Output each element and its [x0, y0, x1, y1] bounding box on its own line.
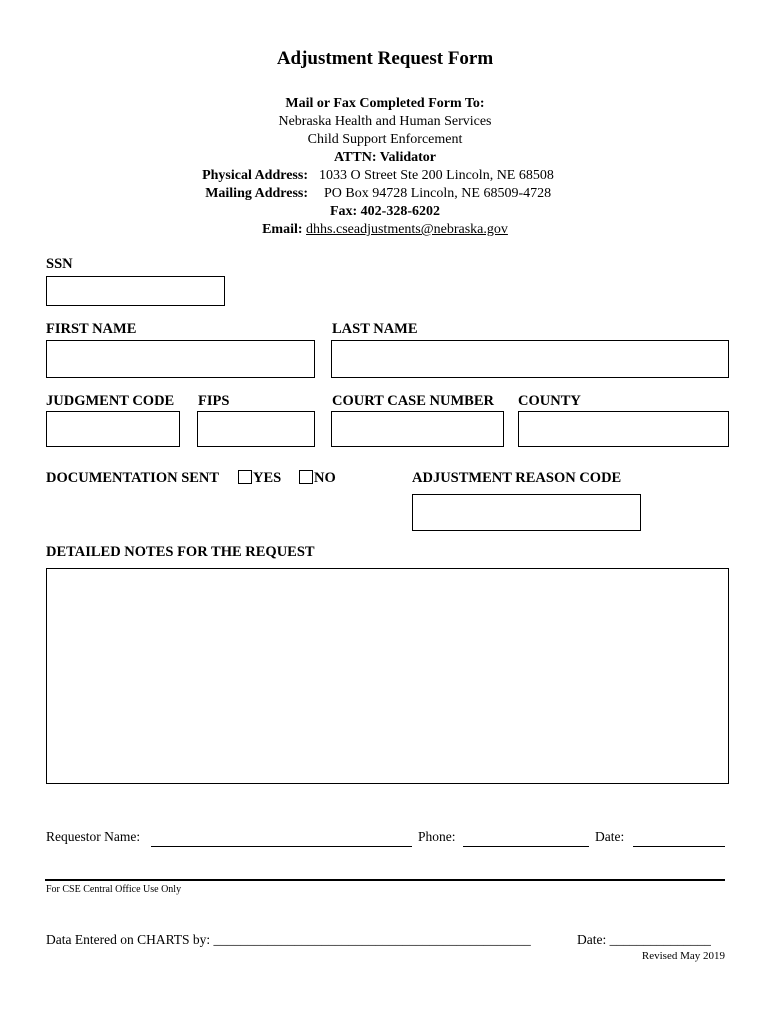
no-checkbox[interactable] — [299, 470, 313, 484]
data-entered-line: Data Entered on CHARTS by: _______________________________________________ — [46, 932, 531, 947]
fips-label: FIPS — [198, 393, 230, 409]
requestor-name-label: Requestor Name: — [46, 829, 141, 844]
court-case-number-label: COURT CASE NUMBER — [332, 393, 494, 409]
mailing-address-label: Mailing Address: — [205, 186, 308, 201]
first-name-field[interactable] — [46, 340, 315, 378]
judgment-code-label: JUDGMENT CODE — [46, 393, 175, 409]
county-label: COUNTY — [518, 393, 581, 409]
requestor-name-line[interactable] — [151, 846, 412, 847]
court-case-number-field[interactable] — [331, 411, 504, 447]
org-line-1: Nebraska Health and Human Services — [278, 114, 492, 129]
attn-line: ATTN: Validator — [333, 150, 437, 165]
no-label: NO — [314, 470, 336, 486]
phone-line[interactable] — [463, 846, 589, 847]
county-field[interactable] — [518, 411, 729, 447]
adjustment-reason-code-field[interactable] — [412, 494, 641, 531]
office-use-label: For CSE Central Office Use Only — [46, 884, 182, 895]
detailed-notes-label: DETAILED NOTES FOR THE REQUEST — [46, 544, 315, 560]
date-entered-line: Date: _______________ — [577, 932, 711, 947]
phone-label: Phone: — [418, 829, 456, 844]
email-link[interactable]: dhhs.cseadjustments@nebraska.gov — [306, 222, 508, 237]
yes-label: YES — [253, 470, 282, 486]
physical-address-value: 1033 O Street Ste 200 Lincoln, NE 68508 — [319, 168, 554, 183]
adjustment-reason-code-label: ADJUSTMENT REASON CODE — [412, 470, 622, 486]
judgment-code-field[interactable] — [46, 411, 180, 447]
fips-field[interactable] — [197, 411, 315, 447]
first-name-label: FIRST NAME — [46, 321, 137, 337]
section-divider — [45, 879, 725, 881]
org-line-2: Child Support Enforcement — [307, 132, 463, 147]
mail-heading: Mail or Fax Completed Form To: — [285, 96, 485, 111]
date-label: Date: — [595, 829, 625, 844]
email-line — [0, 221, 770, 239]
date-line[interactable] — [633, 846, 725, 847]
email-label: Email: — [262, 222, 303, 237]
fax-line: Fax: 402-328-6202 — [329, 204, 441, 219]
last-name-field[interactable] — [331, 340, 729, 378]
mailing-address-value: PO Box 94728 Lincoln, NE 68509-4728 — [324, 186, 552, 201]
yes-checkbox[interactable] — [238, 470, 252, 484]
revised-note: Revised May 2019 — [641, 950, 725, 962]
last-name-label: LAST NAME — [332, 321, 418, 337]
ssn-field[interactable] — [46, 276, 225, 306]
documentation-sent-label: DOCUMENTATION SENT — [46, 470, 220, 486]
physical-address-label: Physical Address: — [202, 168, 308, 183]
ssn-label: SSN — [46, 256, 73, 272]
detailed-notes-field[interactable] — [46, 568, 729, 784]
form-title: Adjustment Request Form — [276, 48, 494, 69]
